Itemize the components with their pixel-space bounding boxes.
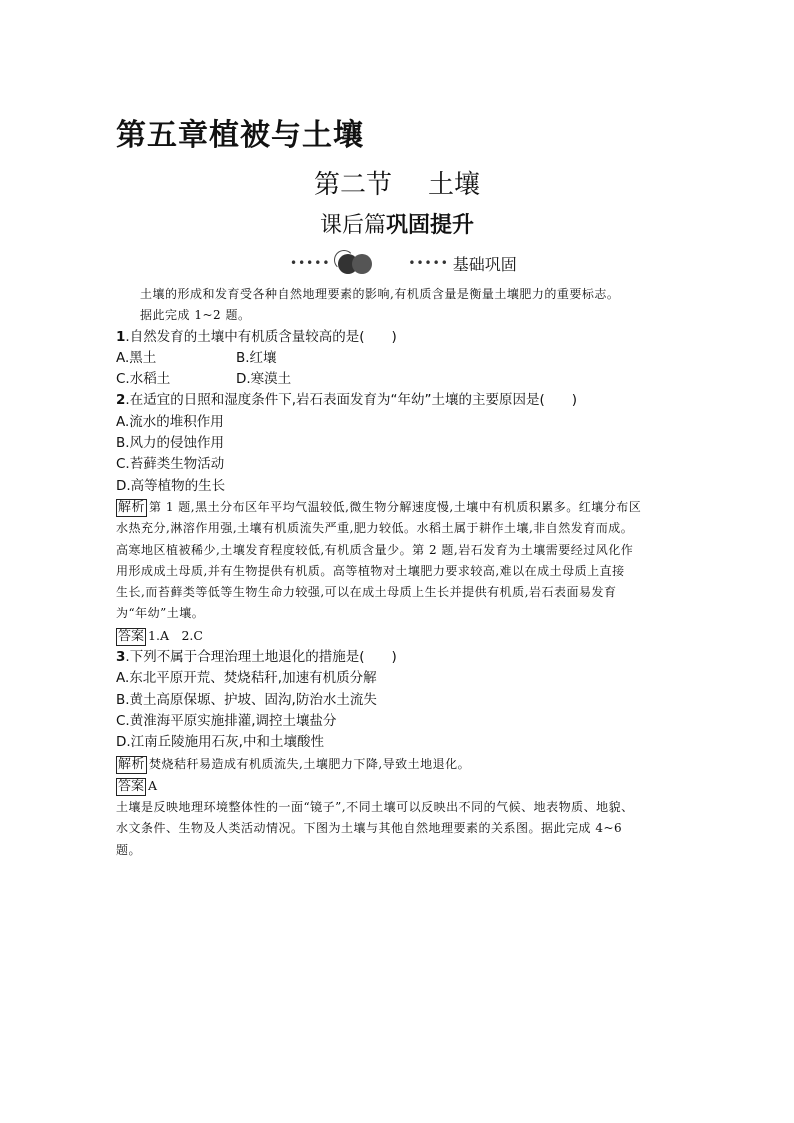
question-1-option-b: B.红壤	[236, 349, 277, 366]
banner-dots-left: •••••	[290, 256, 331, 270]
answer-tag: 答案	[118, 778, 145, 794]
analysis-1-line-1: 解析 第 1 题,黑土分布区年平均气温较低,微生物分解速度慢,土壤中有机质积累多。红壤分布区	[118, 499, 642, 515]
section-prefix: 第二节	[313, 170, 392, 200]
intro-2-line-2: 水文条件、生物及人类活动情况。下图为土壤与其他自然地理要素的关系图。据此完成 4~6	[116, 821, 623, 836]
question-3-number: 3	[116, 649, 126, 666]
question-3-text: .下列不属于合理治理土地退化的措施是( )	[125, 649, 397, 666]
answer-3	[116, 775, 686, 797]
answer-1-value: 1.A 2.C	[148, 627, 203, 643]
question-2	[116, 390, 686, 411]
question-2-option-b: B.风力的侵蚀作用	[116, 435, 225, 452]
analysis-3	[116, 754, 686, 775]
intro-2-line-1: 土壤是反映地理环境整体性的一面“镜子”,不同土壤可以反映出不同的气候、地表物质、地貌、	[116, 800, 634, 815]
intro-2-line-3: 题。	[116, 842, 142, 857]
question-3	[116, 647, 686, 668]
analysis-1-line-5: 生长,而苔藓类等低等生物生命力较强,可以在成土母质上生长并提供有机质,岩石表面易发育	[116, 585, 617, 600]
chapter-title: 第五章植被与土壤	[116, 118, 364, 153]
question-1-number: 1	[116, 328, 126, 345]
question-1	[116, 327, 686, 348]
answer-1	[116, 625, 686, 647]
section-title	[0, 164, 794, 201]
double-circle-icon	[334, 250, 386, 276]
analysis-1-line-2: 水热充分,淋溶作用强,土壤有机质流失严重,肥力较低。水稻土属于耕作土壤,非自然发育而成。	[116, 521, 634, 536]
analysis-1-line-4: 用形成成土母质,并有生物提供有机质。高等植物对土壤肥力要求较高,难以在成土母质上直接	[116, 563, 625, 578]
question-1-options-row-2	[116, 369, 686, 390]
sub-title-prefix: 课后篇	[319, 213, 386, 238]
question-2-number: 2	[116, 392, 126, 409]
document-body	[116, 284, 686, 861]
answer-tag: 答案	[118, 628, 145, 644]
question-3-option-c: C.黄淮海平原实施排灌,调控土壤盐分	[116, 712, 337, 729]
analysis-1-line-3: 高寒地区植被稀少,土壤发育程度较低,有机质含量少。第 2 题,岩石发育为土壤需要经过风化作	[116, 542, 634, 557]
question-1-option-a: A.黑土	[116, 349, 157, 366]
analysis-tag: 解析	[118, 499, 146, 515]
sub-title-bold: 巩固提升	[386, 213, 475, 238]
section-name: 土壤	[428, 170, 481, 200]
question-1-option-c: C.水稻土	[116, 371, 171, 388]
question-2-text: .在适宜的日照和湿度条件下,岩石表面发育为“年幼”土壤的主要原因是( )	[125, 392, 578, 409]
intro-1-line-1: 土壤的形成和发育受各种自然地理要素的影响,有机质含量是衡量土壤肥力的重要标志。	[140, 287, 620, 301]
question-1-options-row-1	[116, 348, 686, 369]
intro-1-line-2: 据此完成 1~2 题。	[140, 308, 251, 323]
banner-dots-right: •••••	[408, 256, 449, 270]
analysis-3-text: 焚烧秸秆易造成有机质流失,土壤肥力下降,导致土地退化。	[149, 756, 471, 771]
question-2-option-a: A.流水的堆积作用	[116, 413, 224, 430]
analysis-1-line-6: 为“年幼”土壤。	[116, 606, 205, 621]
question-1-text: .自然发育的土壤中有机质含量较高的是( )	[125, 328, 397, 345]
question-2-option-c: C.苔藓类生物活动	[116, 456, 225, 473]
question-1-option-d: D.寒漠土	[236, 371, 292, 388]
question-3-option-b: B.黄土高原保塬、护坡、固沟,防治水土流失	[116, 691, 377, 708]
banner-label: 基础巩固	[452, 254, 517, 274]
question-3-option-a: A.东北平原开荒、焚烧秸秆,加速有机质分解	[116, 670, 377, 687]
sub-title	[0, 208, 794, 239]
question-3-option-d: D.江南丘陵施用石灰,中和土壤酸性	[116, 734, 324, 751]
analysis-tag: 解析	[118, 756, 146, 772]
answer-3-value: A	[148, 777, 158, 793]
section-banner	[290, 250, 517, 276]
question-2-option-d: D.高等植物的生长	[116, 477, 226, 494]
